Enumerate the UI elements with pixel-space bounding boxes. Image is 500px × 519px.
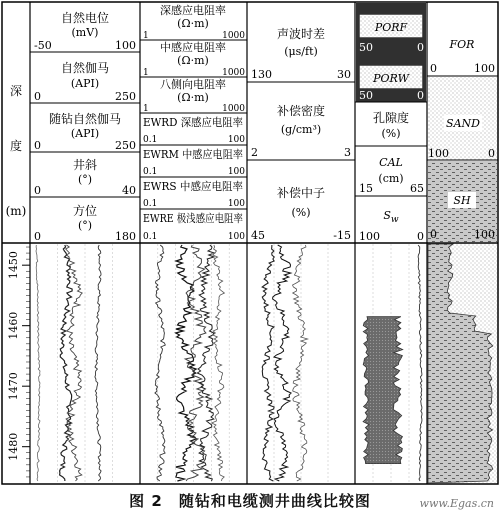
t3-den-min: 2 [251, 146, 258, 159]
log-curves [36, 244, 497, 483]
t4-porw-name: PORW [373, 72, 409, 85]
track1-curve [66, 245, 83, 481]
t5-for-min: 0 [430, 62, 437, 75]
track2-curve [155, 245, 165, 481]
t4-sw-min: 100 [359, 230, 380, 243]
t1-az-max: 180 [115, 230, 136, 243]
t5-sand-min: 100 [428, 147, 449, 160]
t4-por-unit: (%) [381, 127, 401, 140]
t3-den-unit: (g/cm³) [280, 123, 322, 136]
t2-ilm-max: 1000 [222, 68, 245, 78]
t4-porf-name: PORF [374, 21, 408, 34]
t5-for-max: 100 [474, 62, 495, 75]
track3-header [247, 26, 355, 242]
t4-por-name: 孔隙度 [372, 111, 410, 125]
t3-ac-min: 130 [251, 68, 272, 81]
t2-ll8-unit: (Ω·m) [177, 91, 209, 104]
t1-sp-name: 自然电位 [60, 11, 110, 25]
t2-ewrm-min: 0.1 [143, 167, 158, 177]
depth-grid [58, 244, 410, 483]
t1-gr-unit: (API) [70, 77, 100, 90]
watermark: www.Egas.cn [419, 497, 494, 510]
t1-az-unit: (°) [77, 219, 93, 232]
t2-ild-name: 深感应电阻率 [160, 4, 226, 17]
depth-tick-label: 1450 [7, 251, 20, 280]
track4-header [355, 3, 427, 243]
t4-cal-max: 65 [410, 182, 424, 195]
depth-tick-label: 1470 [7, 372, 20, 401]
t1-az-min: 0 [34, 230, 41, 243]
track1-curve [60, 245, 73, 481]
t2-ewre-name: EWRE 极浅感应电阻率 [143, 212, 260, 225]
depth-title-2: 度 [9, 139, 23, 153]
t2-ewrm-name: EWRM 中感应电阻率 [143, 148, 252, 161]
track2-curve [176, 245, 197, 481]
t4-porf-min: 50 [359, 41, 373, 54]
track1-header [30, 10, 140, 243]
depth-title-3: (m) [5, 204, 27, 218]
t5-sh-min: 0 [430, 228, 437, 241]
t1-dev-unit: (°) [77, 173, 93, 186]
t5-sh-max: 100 [474, 228, 495, 241]
t1-gr-min: 0 [34, 90, 41, 103]
t3-den-max: 3 [344, 146, 351, 159]
t2-ilm-min: 1 [143, 68, 149, 78]
t2-ewrm-max: 100 [227, 167, 245, 177]
t1-dev-name: 井斜 [72, 158, 98, 172]
t5-sand-name: SAND [446, 117, 480, 130]
t3-ac-max: 30 [337, 68, 351, 81]
t4-cal-min: 15 [359, 182, 373, 195]
depth-tick-label: 1460 [7, 311, 20, 340]
depth-ticks [7, 247, 30, 477]
t1-lwdgr-min: 0 [34, 139, 41, 152]
t1-lwdgr-unit: (API) [70, 127, 100, 140]
t3-ac-unit: (μs/ft) [284, 45, 318, 58]
t3-ac-name: 声波时差 [276, 27, 326, 41]
t2-ilm-name: 中感应电阻率 [160, 41, 226, 54]
t2-ewrd-min: 0.1 [143, 135, 158, 145]
porosity-fill [363, 317, 403, 464]
t4-porf-max: 0 [417, 41, 424, 54]
track1-curve [95, 245, 101, 481]
t4-porw-min: 50 [359, 89, 373, 102]
t4-sw-name: $S_w$ [383, 209, 399, 225]
t2-ilm-unit: (Ω·m) [177, 54, 209, 67]
t2-ll8-max: 1000 [222, 104, 245, 114]
track3-curve [262, 245, 274, 481]
t3-cnl-min: 45 [251, 229, 265, 242]
t2-ewrs-name: EWRS 中感应电阻率 [143, 180, 248, 193]
t4-sw-max: 0 [417, 230, 424, 243]
t1-dev-min: 0 [34, 184, 41, 197]
t2-ewrs-max: 100 [227, 199, 245, 209]
depth-title-1: 深 [9, 84, 23, 98]
t2-ewrd-name: EWRD 深感应电阻率 [143, 116, 249, 129]
track5-header [427, 3, 498, 242]
figure-caption: 图 2 随钻和电缆测井曲线比较图 [129, 492, 371, 510]
t5-sand-max: 0 [488, 147, 495, 160]
t2-ewrs-min: 0.1 [143, 199, 158, 209]
t3-den-name: 补偿密度 [276, 104, 326, 118]
t2-ild-unit: (Ω·m) [177, 17, 209, 30]
t5-for-name: FOR [449, 38, 475, 51]
t4-cal-name: CAL [379, 156, 403, 169]
t1-sp-unit: (mV) [71, 26, 99, 39]
track4-curve [418, 245, 422, 481]
t4-cal-unit: (cm) [378, 172, 404, 185]
track2-curve [212, 245, 225, 481]
track3-curve [273, 245, 292, 481]
t1-dev-max: 40 [122, 184, 136, 197]
track3-curve [293, 245, 308, 481]
t1-lwdgr-name: 随钻自然伽马 [48, 112, 122, 126]
t5-sh-name: SH [453, 194, 471, 207]
t2-ll8-min: 1 [143, 104, 149, 114]
t2-ewre-min: 0.1 [143, 232, 158, 242]
t1-gr-max: 250 [115, 90, 136, 103]
t2-ll8-name: 八侧向电阻率 [160, 78, 226, 91]
depth-tick-label: 1480 [7, 432, 20, 461]
track1-curve [36, 245, 40, 481]
t2-ild-max: 1000 [222, 31, 245, 41]
t1-az-name: 方位 [72, 204, 98, 218]
t3-cnl-max: -15 [333, 229, 351, 242]
t2-ewre-max: 100 [227, 232, 245, 242]
t1-lwdgr-max: 250 [115, 139, 136, 152]
t4-porw-max: 0 [417, 89, 424, 102]
depth-track-header [6, 84, 27, 218]
t1-gr-name: 自然伽马 [60, 61, 110, 75]
t1-sp-max: 100 [115, 39, 136, 52]
t2-ild-min: 1 [143, 31, 149, 41]
t1-sp-min: -50 [34, 39, 52, 52]
t2-ewrd-max: 100 [227, 135, 245, 145]
t3-cnl-unit: (%) [291, 206, 311, 219]
t3-cnl-name: 补偿中子 [276, 186, 326, 200]
